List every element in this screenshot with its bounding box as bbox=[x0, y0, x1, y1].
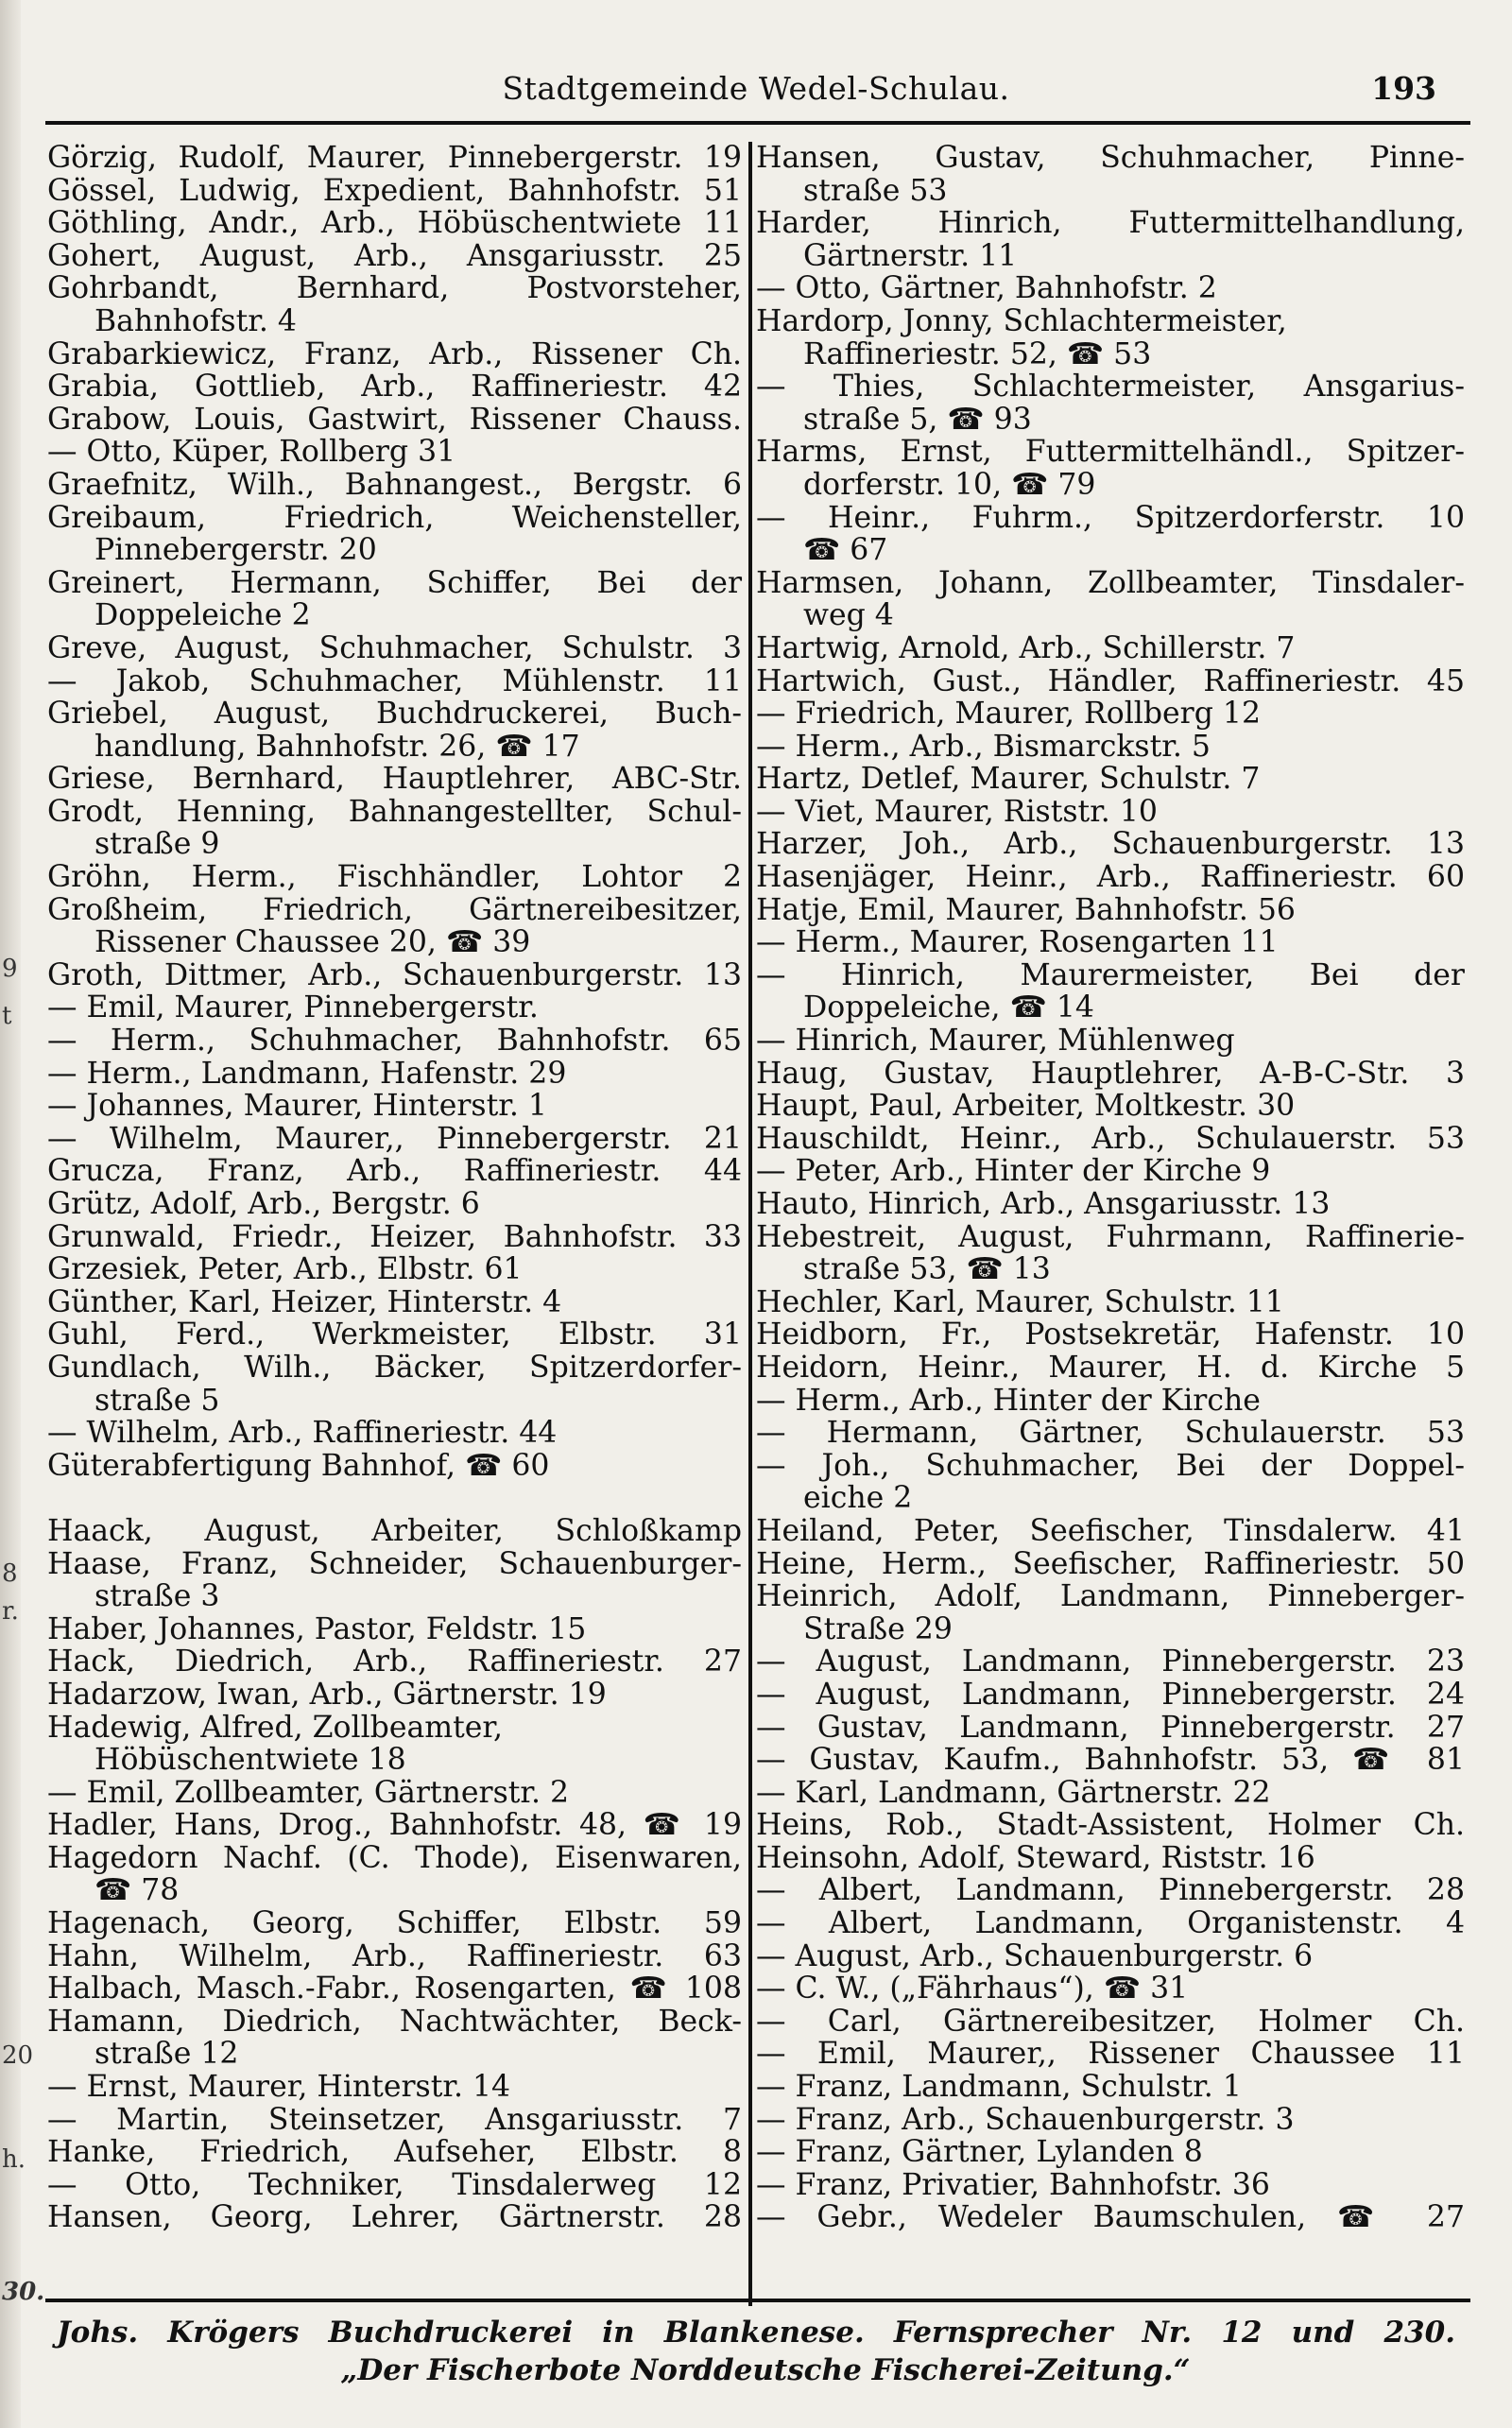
directory-entry-line: Griebel, August, Buchdruckerei, Buch- bbox=[47, 697, 742, 732]
directory-entry-line: Greve, August, Schuhmacher, Schulstr. 3 bbox=[47, 630, 742, 665]
directory-entry-line: — Emil, Zollbeamter, Gärtnerstr. 2 bbox=[47, 1775, 570, 1810]
directory-entry-line: ☎ 67 bbox=[803, 533, 888, 568]
directory-entry-line: Haber, Johannes, Pastor, Feldstr. 15 bbox=[47, 1611, 587, 1646]
directory-entry-line: Hanke, Friedrich, Aufseher, Elbstr. 8 bbox=[47, 2135, 742, 2170]
directory-entry-line: Güterabfertigung Bahnhof, ☎ 60 bbox=[47, 1448, 550, 1483]
directory-entry-line: Großheim, Friedrich, Gärtnereibesitzer, bbox=[47, 892, 742, 927]
margin-mark: 8 bbox=[2, 1559, 18, 1588]
directory-entry-line: Harmsen, Johann, Zollbeamter, Tinsdaler- bbox=[756, 565, 1465, 600]
directory-entry-line: — Peter, Arb., Hinter der Kirche 9 bbox=[756, 1154, 1271, 1189]
page-title: Stadtgemeinde Wedel-Schulau. bbox=[502, 70, 1010, 107]
directory-entry-line: Griese, Bernhard, Hauptlehrer, ABC-Str. bbox=[47, 762, 742, 797]
directory-entry-line: Hartz, Detlef, Maurer, Schulstr. 7 bbox=[756, 762, 1261, 797]
directory-entry-line: — Gustav, Kaufm., Bahnhofstr. 53, ☎ 81 bbox=[756, 1743, 1465, 1778]
directory-entry-line: — Emil, Maurer,, Rissener Chaussee 11 bbox=[756, 2037, 1465, 2072]
directory-entry-line: — Otto, Techniker, Tinsdalerweg 12 bbox=[47, 2167, 742, 2202]
directory-entry-line: Halbach, Masch.-Fabr., Rosengarten, ☎ 108 bbox=[47, 1972, 742, 2006]
directory-entry-line: Straße 29 bbox=[803, 1611, 953, 1646]
directory-entry-line: Hagedorn Nachf. (C. Thode), Eisenwaren, bbox=[47, 1840, 742, 1875]
header-rule bbox=[45, 121, 1470, 125]
directory-entry-line: Harms, Ernst, Futtermittelhändl., Spitzer- bbox=[756, 435, 1465, 470]
directory-entry-line: Grütz, Adolf, Arb., Bergstr. 6 bbox=[47, 1187, 480, 1221]
directory-entry-line: Heidborn, Fr., Postsekretär, Hafenstr. 10 bbox=[756, 1317, 1465, 1352]
directory-entry-line: Hauschildt, Heinr., Arb., Schulauerstr. 53 bbox=[756, 1121, 1465, 1156]
directory-entry-line: — Herm., Landmann, Hafenstr. 29 bbox=[47, 1056, 567, 1091]
directory-entry-line: — Emil, Maurer, Pinnebergerstr. bbox=[47, 990, 539, 1025]
directory-entry-line: Hagenach, Georg, Schiffer, Elbstr. 59 bbox=[47, 1906, 742, 1941]
left-column bbox=[47, 142, 742, 2234]
section-gap bbox=[47, 1482, 742, 1515]
footer-rule bbox=[45, 2299, 1470, 2302]
directory-entry-line: Grucza, Franz, Arb., Raffineriestr. 44 bbox=[47, 1154, 742, 1189]
directory-entry-line: straße 5 bbox=[94, 1383, 220, 1418]
column-divider bbox=[748, 142, 752, 2306]
directory-entry-line: Hartwig, Arnold, Arb., Schillerstr. 7 bbox=[756, 630, 1296, 665]
directory-entry-line: Doppeleiche 2 bbox=[94, 598, 311, 633]
directory-entry-line: — Martin, Steinsetzer, Ansgariusstr. 7 bbox=[47, 2102, 742, 2137]
margin-mark: 30. bbox=[2, 2278, 45, 2306]
page-header bbox=[38, 70, 1474, 117]
directory-entry-line: Hansen, Gustav, Schuhmacher, Pinne- bbox=[756, 141, 1465, 175]
directory-entry-line: — Gustav, Landmann, Pinnebergerstr. 27 bbox=[756, 1710, 1465, 1745]
directory-entry-line: — Ernst, Maurer, Hinterstr. 14 bbox=[47, 2070, 511, 2105]
directory-entry-line: Hack, Diedrich, Arb., Raffineriestr. 27 bbox=[47, 1644, 742, 1679]
directory-entry-line: straße 3 bbox=[94, 1579, 220, 1614]
footer-newspaper-line: „Der Fischerbote Norddeutsche Fischerei-Zeitung.“ bbox=[340, 2353, 1191, 2387]
directory-entry-line: Pinnebergerstr. 20 bbox=[94, 533, 377, 568]
directory-entry-line: — Otto, Küper, Rollberg 31 bbox=[47, 435, 456, 470]
directory-entry-line: Harzer, Joh., Arb., Schauenburgerstr. 13 bbox=[756, 827, 1465, 862]
directory-entry-line: Heins, Rob., Stadt-Assistent, Holmer Ch. bbox=[756, 1808, 1465, 1843]
directory-entry-line: Raffineriestr. 52, ☎ 53 bbox=[803, 336, 1152, 371]
directory-entry-line: — Franz, Landmann, Schulstr. 1 bbox=[756, 2070, 1242, 2105]
directory-entry-line: Grabarkiewicz, Franz, Arb., Rissener Ch. bbox=[47, 336, 742, 371]
directory-entry-line: — Hinrich, Maurermeister, Bei der bbox=[756, 957, 1465, 992]
directory-entry-line: — C. W., („Fährhaus“), ☎ 31 bbox=[756, 1972, 1189, 2006]
directory-entry-line: — Gebr., Wedeler Baumschulen, ☎ 27 bbox=[756, 2200, 1465, 2235]
directory-entry-line: — Hermann, Gärtner, Schulauerstr. 53 bbox=[756, 1416, 1465, 1451]
directory-entry-line: Greinert, Hermann, Schiffer, Bei der bbox=[47, 565, 742, 600]
directory-entry-line: Haase, Franz, Schneider, Schauenburger- bbox=[47, 1546, 742, 1581]
directory-entry-line: — Wilhelm, Maurer,, Pinnebergerstr. 21 bbox=[47, 1121, 742, 1156]
directory-entry-line: — Herm., Arb., Bismarckstr. 5 bbox=[756, 729, 1211, 764]
directory-entry-line: Rissener Chaussee 20, ☎ 39 bbox=[94, 925, 531, 960]
directory-entry-line: — Friedrich, Maurer, Rollberg 12 bbox=[756, 697, 1261, 732]
directory-entry-line: Groth, Dittmer, Arb., Schauenburgerstr. 13 bbox=[47, 957, 742, 992]
directory-entry-line: — Franz, Arb., Schauenburgerstr. 3 bbox=[756, 2102, 1295, 2137]
directory-entry-line: — Herm., Arb., Hinter der Kirche bbox=[756, 1383, 1261, 1418]
directory-entry-line: — Herm., Maurer, Rosengarten 11 bbox=[756, 925, 1279, 960]
directory-entry-line: Gohert, August, Arb., Ansgariusstr. 25 bbox=[47, 238, 742, 273]
margin-mark: 9 bbox=[2, 955, 18, 983]
directory-entry-line: Hansen, Georg, Lehrer, Gärtnerstr. 28 bbox=[47, 2200, 742, 2235]
directory-entry-line: Gössel, Ludwig, Expedient, Bahnhofstr. 51 bbox=[47, 173, 742, 208]
directory-entry-line: Bahnhofstr. 4 bbox=[94, 303, 297, 338]
directory-entry-line: — Herm., Schuhmacher, Bahnhofstr. 65 bbox=[47, 1024, 742, 1059]
directory-entry-line: — Carl, Gärtnereibesitzer, Holmer Ch. bbox=[756, 2004, 1465, 2039]
margin-mark: 20 bbox=[2, 2041, 34, 2070]
directory-entry-line: Görzig, Rudolf, Maurer, Pinnebergerstr. 19 bbox=[47, 141, 742, 175]
directory-entry-line: Hartwich, Gust., Händler, Raffineriestr. 45 bbox=[756, 663, 1465, 698]
directory-entry-line: — Joh., Schuhmacher, Bei der Doppel- bbox=[756, 1448, 1465, 1483]
directory-entry-line: dorferstr. 10, ☎ 79 bbox=[803, 467, 1096, 502]
directory-entry-line: ☎ 78 bbox=[94, 1873, 180, 1908]
directory-entry-line: Heidorn, Heinr., Maurer, H. d. Kirche 5 bbox=[756, 1350, 1465, 1385]
footer-printer-line: Johs. Krögers Buchdruckerei in Blankenese. Fernsprecher Nr. 12 und 230. bbox=[57, 2316, 1455, 2350]
directory-entry-line: Grabow, Louis, Gastwirt, Rissener Chauss. bbox=[47, 402, 742, 437]
directory-entry-line: Doppeleiche, ☎ 14 bbox=[803, 990, 1094, 1025]
directory-entry-line: Harder, Hinrich, Futtermittelhandlung, bbox=[756, 206, 1465, 241]
directory-entry-line: straße 12 bbox=[94, 2037, 239, 2072]
directory-entry-line: Gundlach, Wilh., Bäcker, Spitzerdorfer- bbox=[47, 1350, 742, 1385]
margin-mark: h. bbox=[2, 2145, 26, 2174]
directory-entry-line: Hahn, Wilhelm, Arb., Raffineriestr. 63 bbox=[47, 1938, 742, 1973]
directory-entry-line: Hechler, Karl, Maurer, Schulstr. 11 bbox=[756, 1284, 1284, 1319]
margin-mark: t bbox=[2, 1002, 12, 1030]
directory-entry-line: Heiland, Peter, Seefischer, Tinsdalerw. 41 bbox=[756, 1513, 1465, 1548]
directory-entry-line: Hadarzow, Iwan, Arb., Gärtnerstr. 19 bbox=[47, 1677, 607, 1712]
directory-entry-line: — Otto, Gärtner, Bahnhofstr. 2 bbox=[756, 271, 1217, 306]
directory-entry-line: Guhl, Ferd., Werkmeister, Elbstr. 31 bbox=[47, 1317, 742, 1352]
directory-entry-line: Hebestreit, August, Fuhrmann, Raffinerie- bbox=[756, 1219, 1465, 1254]
directory-entry-line: Höbüschentwiete 18 bbox=[94, 1743, 406, 1778]
directory-entry-line: Gohrbandt, Bernhard, Postvorsteher, bbox=[47, 271, 742, 306]
directory-entry-line: Günther, Karl, Heizer, Hinterstr. 4 bbox=[47, 1284, 562, 1319]
right-column bbox=[756, 142, 1465, 2234]
directory-entry-line: Hasenjäger, Heinr., Arb., Raffineriestr. 60 bbox=[756, 860, 1465, 895]
directory-entry-line: — Thies, Schlachtermeister, Ansgarius- bbox=[756, 370, 1465, 405]
directory-entry-line: Hardorp, Jonny, Schlachtermeister, bbox=[756, 303, 1287, 338]
directory-entry-line: — Karl, Landmann, Gärtnerstr. 22 bbox=[756, 1775, 1271, 1810]
directory-entry-line: Hadewig, Alfred, Zollbeamter, bbox=[47, 1710, 504, 1745]
directory-entry-line: — Viet, Maurer, Riststr. 10 bbox=[756, 794, 1158, 829]
directory-entry-line: Heine, Herm., Seefischer, Raffineriestr. 50 bbox=[756, 1546, 1465, 1581]
directory-entry-line: weg 4 bbox=[803, 598, 894, 633]
directory-entry-line: Haupt, Paul, Arbeiter, Moltkestr. 30 bbox=[756, 1089, 1296, 1124]
directory-entry-line: Grunwald, Friedr., Heizer, Bahnhofstr. 33 bbox=[47, 1219, 742, 1254]
margin-mark: r. bbox=[2, 1597, 19, 1626]
directory-entry-line: — Albert, Landmann, Pinnebergerstr. 28 bbox=[756, 1873, 1465, 1908]
directory-entry-line: Hauto, Hinrich, Arb., Ansgariusstr. 13 bbox=[756, 1187, 1331, 1221]
directory-entry-line: Greibaum, Friedrich, Weichensteller, bbox=[47, 500, 742, 535]
directory-entry-line: Hatje, Emil, Maurer, Bahnhofstr. 56 bbox=[756, 892, 1296, 927]
directory-entry-line: Grodt, Henning, Bahnangestellter, Schul- bbox=[47, 794, 742, 829]
directory-entry-line: — Franz, Privatier, Bahnhofstr. 36 bbox=[756, 2167, 1270, 2202]
directory-entry-line: — Hinrich, Maurer, Mühlenweg bbox=[756, 1024, 1235, 1059]
directory-entry-line: — August, Arb., Schauenburgerstr. 6 bbox=[756, 1938, 1314, 1973]
directory-entry-line: Haack, August, Arbeiter, Schloßkamp bbox=[47, 1513, 742, 1548]
directory-entry-line: straße 5, ☎ 93 bbox=[803, 402, 1032, 437]
directory-entry-line: — Franz, Gärtner, Lylanden 8 bbox=[756, 2135, 1203, 2170]
directory-entry-line: Grabia, Gottlieb, Arb., Raffineriestr. 42 bbox=[47, 370, 742, 405]
directory-entry-line: straße 53, ☎ 13 bbox=[803, 1252, 1051, 1287]
directory-entry-line: straße 9 bbox=[94, 827, 220, 862]
directory-entry-line: Heinsohn, Adolf, Steward, Riststr. 16 bbox=[756, 1840, 1315, 1875]
directory-entry-line: handlung, Bahnhofstr. 26, ☎ 17 bbox=[94, 729, 580, 764]
directory-entry-line: Göthling, Andr., Arb., Höbüschentwiete 11 bbox=[47, 206, 742, 241]
directory-entry-line: — Wilhelm, Arb., Raffineriestr. 44 bbox=[47, 1416, 558, 1451]
directory-entry-line: Haug, Gustav, Hauptlehrer, A-B-C-Str. 3 bbox=[756, 1056, 1465, 1091]
directory-entry-line: Hadler, Hans, Drog., Bahnhofstr. 48, ☎ 19 bbox=[47, 1808, 742, 1843]
directory-entry-line: Gröhn, Herm., Fischhändler, Lohtor 2 bbox=[47, 860, 742, 895]
directory-entry-line: Heinrich, Adolf, Landmann, Pinneberger- bbox=[756, 1579, 1465, 1614]
directory-entry-line: straße 53 bbox=[803, 173, 948, 208]
directory-entry-line: eiche 2 bbox=[803, 1481, 913, 1516]
directory-entry-line: — Heinr., Fuhrm., Spitzerdorferstr. 10 bbox=[756, 500, 1465, 535]
directory-entry-line: Hamann, Diedrich, Nachtwächter, Beck- bbox=[47, 2004, 742, 2039]
directory-entry-line: — Albert, Landmann, Organistenstr. 4 bbox=[756, 1906, 1465, 1941]
directory-entry-line: Gärtnerstr. 11 bbox=[803, 238, 1018, 273]
directory-entry-line: Graefnitz, Wilh., Bahnangest., Bergstr. 6 bbox=[47, 467, 742, 502]
directory-entry-line: Grzesiek, Peter, Arb., Elbstr. 61 bbox=[47, 1252, 523, 1287]
page-number: 193 bbox=[1371, 70, 1436, 107]
directory-entry-line: — Johannes, Maurer, Hinterstr. 1 bbox=[47, 1089, 547, 1124]
directory-entry-line: — August, Landmann, Pinnebergerstr. 24 bbox=[756, 1677, 1465, 1712]
directory-entry-line: — August, Landmann, Pinnebergerstr. 23 bbox=[756, 1644, 1465, 1679]
directory-entry-line: — Jakob, Schuhmacher, Mühlenstr. 11 bbox=[47, 663, 742, 698]
